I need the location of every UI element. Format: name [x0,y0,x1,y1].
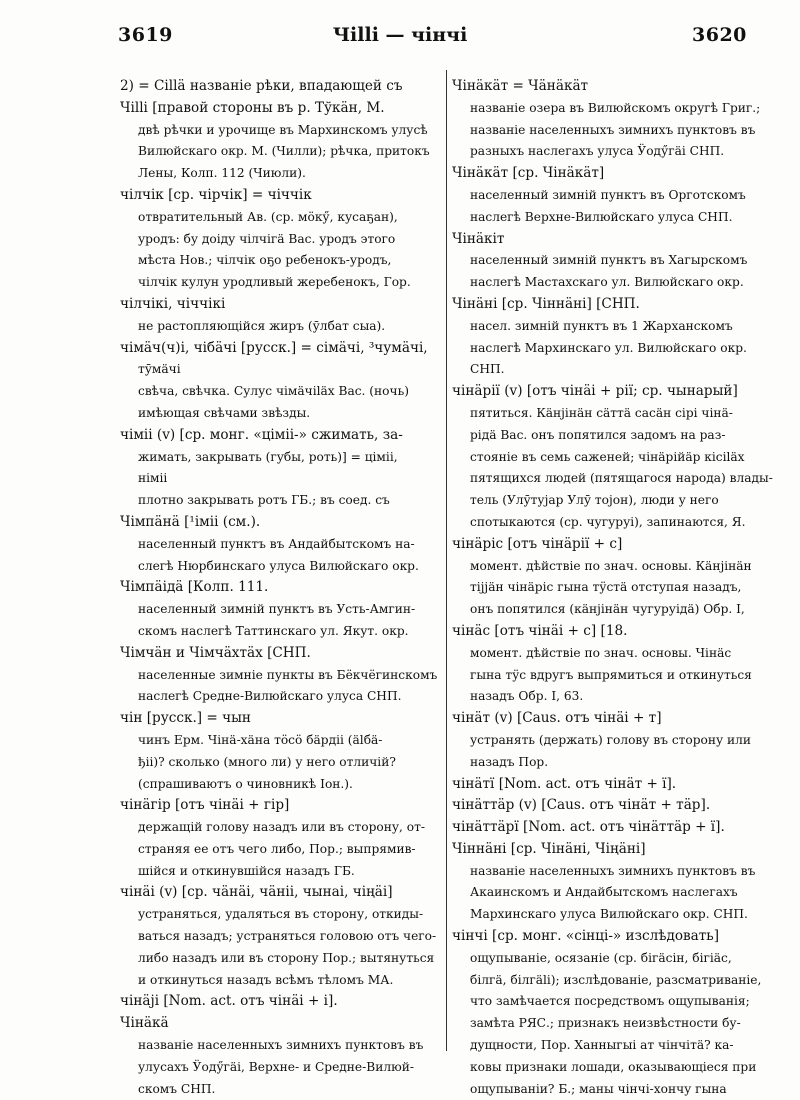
entry-definition-line: названіе населенныхъ зимнихъ пунктовъ въ [470,122,756,137]
entry-definition-line: имѣющая свѣчами звѣзды. [138,405,311,420]
entry-definition-line: свѣча, свѣчка. Сулус чімäчіläх Вас. (ночь) [138,384,409,399]
entry-definition-line: ђіі)? сколько (много ли) у него отличій? [138,754,396,769]
left-page-number: 3619 [118,24,173,46]
running-title: Чіllі — чінчі [332,24,468,46]
entry-definition-line: населенные зимніе пункты въ Бёкчёгинскомъ [138,667,438,682]
entry-definition-line: спотыкаются (ср. чугуруі), запинаются, Я. [470,514,746,529]
entry-definition-line: мѣста Нов.; чілчік оҕо ребенокъ-уродъ, [138,253,392,268]
entry-definition-line: гына тӱс вдругъ выпрямиться и откинуться [470,667,752,682]
entry-headword-line: Чімпäнä [¹іміі (см.). [120,513,261,530]
entry-definition-line: Акаинскомъ и Андайбытскомъ наслегахъ [470,885,738,900]
entry-headword-line: чінäгір [отъ чінäі + гір] [120,797,290,814]
entry-headword-line: чінäјі [Nom. act. отъ чінäі + і]. [120,993,338,1010]
entry-headword-line: чінäі (v) [ср. чäнäі, чäніі, чынаі, чіңäі] [120,884,393,901]
entry-definition-line: замѣта РЯС.; признакъ неизвѣстности бу- [470,1016,741,1031]
entry-definition-line: тель (Улӯтујар Улӯ тојон), люди у него [470,493,719,508]
entry-definition-line: не растопляющійся жиръ (ӯлбат сыа). [138,318,386,333]
entry-definition-line: дущности, Пор. Ханныгыі ат чінчітä? ка- [470,1038,734,1053]
entry-definition-line: разныхъ наслегахъ улуса Ӱодӳгäі СНП. [470,144,725,159]
entry-definition-line: отвратительный Ав. (ср. мӧкӳ, кусаҕан), [138,209,398,224]
entry-headword-line: чілчік [ср. чірчік] = чіччік [120,186,312,203]
entry-definition-line: населенный зимній пунктъ въ Орготскомъ [470,187,746,202]
entry-headword-line: Чіннäні [ср. Чінäні, Чіңäні] [452,840,646,857]
entry-definition-line: ощупываніи? Б.; маны чінчі-хончу гына [470,1081,727,1096]
left-column [120,76,442,1096]
entry-definition-line: наслегѣ Верхне-Вилюйскаго улуса СНП. [470,209,733,224]
entry-headword-line: Чінäкіт [452,230,505,247]
entry-definition-line: чинъ Ерм. Чінä-хäна тӧсӧ бäрдіі (älбä- [138,732,383,747]
entry-headword-line: чін [русск.] = чын [120,710,251,727]
entry-definition-line: онъ попятился (кäнјінäн чугуруідä) Обр. І, [470,602,745,617]
entry-headword-line: чіміі (v) [ср. монг. «ціміі-» сжимать, за- [120,426,403,443]
entry-headword-line: Чімпäідä [Колп. 111. [120,579,269,596]
entry-definition-line: назадъ Пор. [470,754,549,769]
page-header [0,22,800,54]
entry-definition-line: держащій голову назадъ или въ сторону, от- [138,820,426,835]
entry-definition-line: жимать, закрывать (губы, роть)] = ціміі, [138,449,398,464]
entry-definition-line: ковы признаки лошади, оказывающіеся при [470,1059,757,1074]
entry-headword-line: Чінäкä [120,1015,169,1032]
entry-definition-line: момент. дѣйствіе по знач. основы. Кäнјінäн [470,558,752,573]
entry-definition-line: рідä Вас. онъ попятился задомъ на раз- [470,427,726,442]
entry-definition-line: наслегѣ Мастахскаго ул. Вилюйскаго окр. [470,275,744,290]
entry-headword-line: чінäрії (v) [отъ чінäі + рії; ср. чынарый] [452,383,738,400]
entry-headword-line: чінäс [отъ чінäі + с] [18. [452,622,628,639]
entry-definition-line: тӯмäчі [138,362,181,377]
entry-definition-line: страняя ее отъ чего либо, Пор.; выпрямив- [138,841,416,856]
entry-definition-line: устраняться, удаляться въ сторону, откиды- [138,907,424,922]
entry-definition-line: білгä, білгälі); изслѣдованіе, разсматриваніе, [470,972,762,987]
entry-definition-line: населенный зимній пунктъ въ Хагырскомъ [470,253,748,268]
entry-headword-line: Чімчäн и Чімчäхтäх [СНП. [120,644,311,661]
entry-headword-line: Чінäні [ср. Чіннäні] [СНП. [452,295,640,312]
entry-headword-line: чінäт (v) [Caus. отъ чінäі + т] [452,710,662,727]
entry-headword-line: чінäттäрї [Nom. act. отъ чінäттäр + ї]. [452,819,725,836]
entry-headword-line: Чіllі [правой стороны въ р. Тўкäн, М. [120,99,385,116]
entry-definition-line: наслегѣ Средне-Вилюйскаго улуса СНП. [138,689,402,704]
entry-definition-line: назадъ Обр. І, 63. [470,689,584,704]
entry-headword-line: 2) = Cіllä названіе рѣки, впадающей съ [120,78,403,94]
entry-definition-line: стояніе въ семь саженей; чінäрійäр кісіläх [470,449,745,464]
entry-definition-line: момент. дѣйствіе по знач. основы. Чінäс [470,645,732,660]
entry-definition-line: німіі [138,471,168,486]
entry-headword-line: Чінäкäт [ср. Чінäкäт] [452,165,605,182]
entry-headword-line: чінäтї [Nom. act. отъ чінäт + ї]. [452,775,677,792]
entry-headword-line: чінчі [ср. монг. «сінці-» изслѣдовать] [452,928,720,945]
right-page-number: 3620 [692,24,747,46]
entry-definition-line: наслегѣ Мархинскаго ул. Вилюйскаго окр. [470,340,747,355]
entry-definition-line: (спрашиваютъ о чиновникѣ Іон.). [138,776,353,791]
entry-definition-line: либо назадъ или въ сторону Пор.; вытянуться [138,950,435,965]
entry-definition-line: уродъ: бу доіду чілчігä Вас. уродъ этого [138,231,396,246]
entry-definition-line: Мархинскаго улуса Вилюйскаго окр. СНП. [470,907,748,922]
entry-definition-line: двѣ рѣчки и урочище въ Мархинскомъ улусѣ [138,122,428,137]
column-divider [446,70,447,1051]
entry-definition-line: насел. зимній пунктъ въ 1 Жарханскомъ [470,318,733,333]
entry-definition-line: пятиться. Кäнјінäн сäттä сасäн сірі чінä- [470,405,733,420]
entry-definition-line: названіе озера въ Вилюйскомъ округѣ Григ.; [470,100,761,115]
entry-definition-line: ваться назадъ; устраняться головою отъ чего- [138,929,437,944]
entry-headword-line: чілчікі, чіччікі [120,295,226,312]
entry-definition-line: Лены, Колп. 112 (Чиюли). [138,166,306,181]
right-column [452,76,773,1096]
entry-definition-line: населенный пунктъ въ Андайбытскомъ на- [138,536,415,551]
entry-definition-line: улусахъ Ӱодӳгäі, Верхне- и Средне-Вилюй- [138,1059,414,1074]
entry-definition-line: чілчік кулун уродливый жеребенокъ, Гор. [138,275,411,290]
entry-definition-line: плотно закрывать ротъ ГБ.; въ соед. съ [138,493,390,508]
entry-definition-line: скомъ СНП. [138,1081,216,1096]
entry-headword-line: чінäттäр (v) [Caus. отъ чінäт + тäр]. [452,797,711,814]
entry-definition-line: названіе населенныхъ зимнихъ пунктовъ въ [470,863,756,878]
entry-headword-line: чінäріс [отъ чінäрії + с] [452,535,623,552]
entry-definition-line: тіјјäн чінäріс гына тӱстä отступая назадъ, [470,580,742,595]
entry-definition-line: слегѣ Нюрбинскаго улуса Вилюйскаго окр. [138,558,419,573]
entry-definition-line: шійся и откинувшійся назадъ ГБ. [138,863,355,878]
entry-headword-line: чімäч(ч)і, чібäчі [русск.] = сімäчі, ³чумäчі, [120,339,428,356]
entry-definition-line: Вилюйскаго окр. М. (Чилли); рѣчка, притокъ [138,144,430,159]
entry-definition-line: названіе населенныхъ зимнихъ пунктовъ въ [138,1038,424,1053]
entry-definition-line: скомъ наслегѣ Таттинскаго ул. Якут. окр. [138,623,409,638]
entry-definition-line: и откинуться назадъ всѣмъ тѣломъ МА. [138,972,394,987]
entry-definition-line: населенный зимній пунктъ въ Усть-Амгин- [138,602,416,617]
entry-headword-line: Чінäкäт = Чäнäкäт [452,78,589,94]
entry-definition-line: СНП. [470,362,505,377]
entry-definition-line: устранять (держать) голову въ сторону или [470,732,752,747]
entry-definition-line: ощупываніе, осязаніе (ср. бігäсін, бігіäс, [470,950,732,965]
entry-definition-line: что замѣчается посредствомъ ощупыванія; [470,994,750,1009]
entry-definition-line: пятящихся людей (пятящагося народа) влады- [470,471,773,486]
